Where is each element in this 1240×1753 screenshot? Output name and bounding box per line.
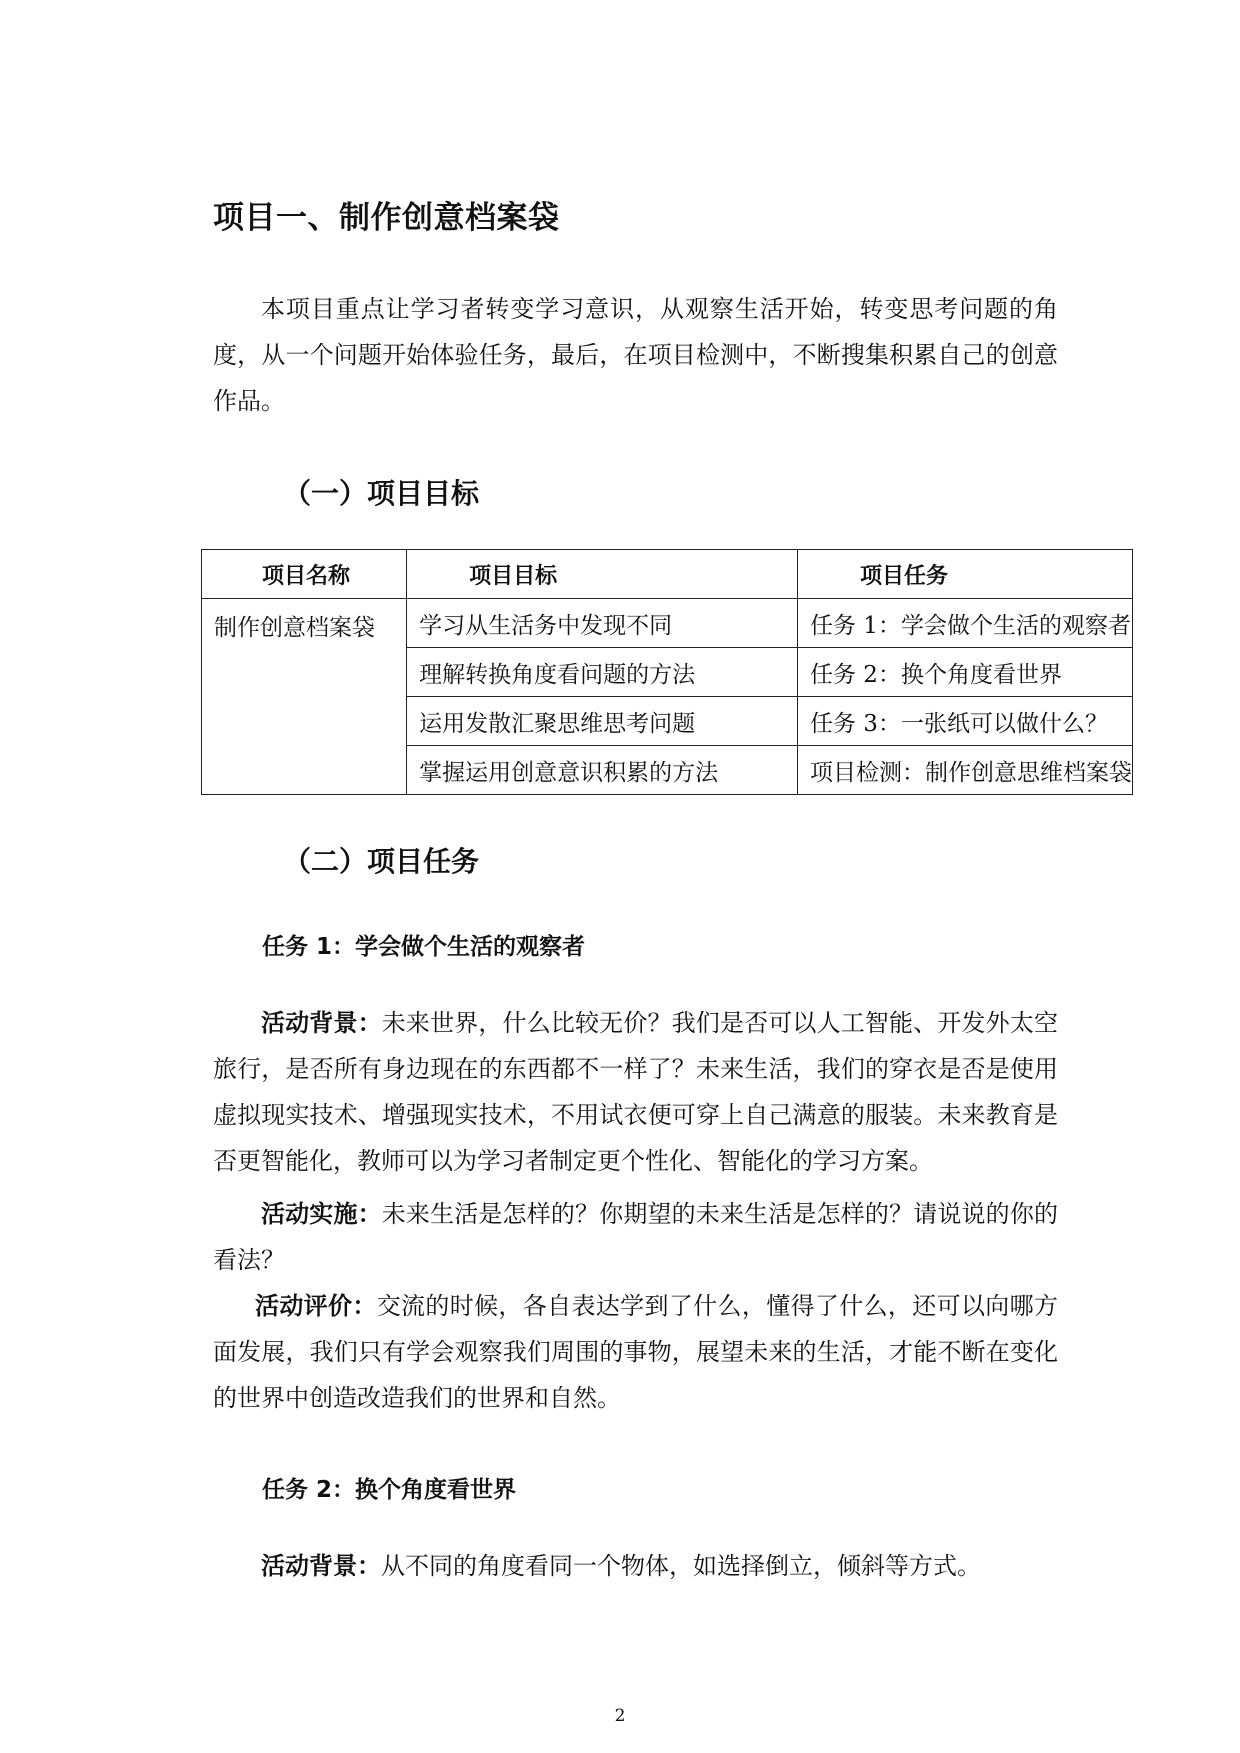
task-cell: 任务 1：学会做个生活的观察者 xyxy=(798,599,1133,648)
task2-background-label: 活动背景： xyxy=(261,1552,381,1580)
task2-background-text: 从不同的角度看同一个物体，如选择倒立，倾斜等方式。 xyxy=(381,1552,981,1580)
section-heading-goals: （一）项目目标 xyxy=(283,477,480,510)
goal-cell: 运用发散汇聚思维思考问题 xyxy=(407,697,798,746)
project-name-cell: 制作创意档案袋 xyxy=(202,599,407,795)
header-project-task: 项目任务 xyxy=(798,550,1133,599)
goal-cell: 学习从生活务中发现不同 xyxy=(407,599,798,648)
task1-eval-paragraph xyxy=(213,1283,1058,1421)
task1-title: 任务 1：学会做个生活的观察者 xyxy=(262,934,586,960)
goals-table xyxy=(201,549,1133,795)
task1-background-label: 活动背景： xyxy=(261,1009,382,1037)
header-project-goal: 项目目标 xyxy=(407,550,798,599)
task-cell: 任务 3：一张纸可以做什么？ xyxy=(798,697,1133,746)
task1-eval-label: 活动评价： xyxy=(255,1292,377,1320)
section-heading-tasks: （二）项目任务 xyxy=(283,845,480,878)
page-number: 2 xyxy=(614,1706,626,1726)
goal-cell: 理解转换角度看问题的方法 xyxy=(407,648,798,697)
task1-implement-text: 未来生活是怎样的？你期望的未来生活是怎样的？请说说的你的看法？ xyxy=(213,1200,1058,1274)
table-row xyxy=(202,599,1133,648)
table-header-row xyxy=(202,550,1133,599)
task1-background-text: 未来世界，什么比较无价？我们是否可以人工智能、开发外太空旅行，是否所有身边现在的东西都不一样了？未来生活，我们的穿衣是否是使用虚拟现实技术、增强现实技术，不用试衣便可穿上自己满意的服装。未来教育是否更智能化，教师可以为学习者制定更个性化、智能化的学习方案。 xyxy=(213,1009,1058,1175)
task2-title: 任务 2：换个角度看世界 xyxy=(262,1477,517,1503)
task-cell: 项目检测：制作创意思维档案袋 xyxy=(798,746,1133,795)
task-cell: 任务 2：换个角度看世界 xyxy=(798,648,1133,697)
task2-background-paragraph xyxy=(213,1543,1058,1589)
header-project-name: 项目名称 xyxy=(202,550,407,599)
intro-paragraph: 本项目重点让学习者转变学习意识，从观察生活开始，转变思考问题的角度，从一个问题开始体验任务，最后，在项目检测中，不断搜集积累自己的创意作品。 xyxy=(213,295,1058,415)
goal-cell: 掌握运用创意意识积累的方法 xyxy=(407,746,798,795)
project-title: 项目一、制作创意档案袋 xyxy=(213,200,560,236)
task1-background-paragraph xyxy=(213,1000,1058,1184)
task1-implement-paragraph xyxy=(213,1191,1058,1283)
task1-implement-label: 活动实施： xyxy=(261,1200,382,1228)
task1-eval-text: 交流的时候，各自表达学到了什么，懂得了什么，还可以向哪方面发展，我们只有学会观察我们周围的事物，展望未来的生活，才能不断在变化的世界中创造改造我们的世界和自然。 xyxy=(213,1292,1058,1412)
